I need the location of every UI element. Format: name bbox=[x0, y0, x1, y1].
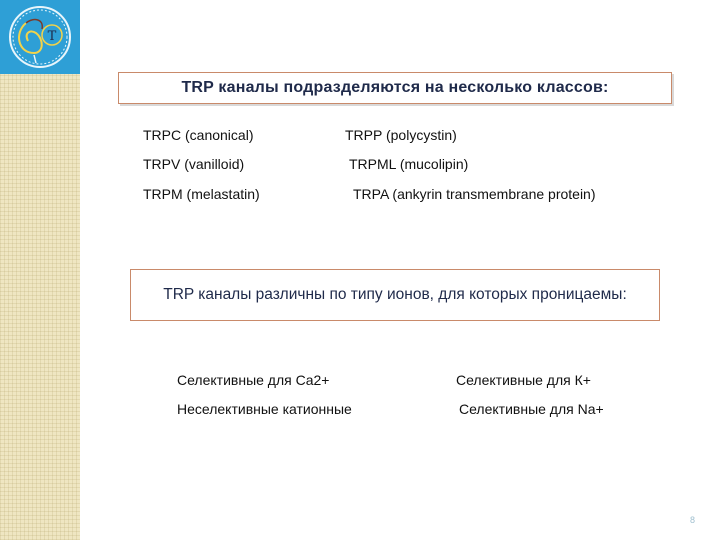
page-number: 8 bbox=[690, 515, 696, 525]
ion-na: Селективные для Na+ bbox=[459, 401, 604, 417]
class-trpml: TRPML (mucolipin) bbox=[349, 156, 469, 172]
ion-subheading-text: TRP каналы различны по типу ионов, для которых проницаемы: bbox=[163, 286, 627, 303]
ion-ca: Селективные для Ca2+ bbox=[177, 372, 330, 388]
class-trpp: TRPP (polycystin) bbox=[345, 127, 457, 143]
logo-emblem-icon bbox=[4, 3, 76, 71]
section-heading: TRP каналы подразделяются на несколько классов: bbox=[118, 72, 672, 104]
decorative-sidebar bbox=[0, 0, 80, 540]
ion-subheading bbox=[130, 269, 660, 321]
ion-k: Селективные для К+ bbox=[456, 372, 591, 388]
ion-nonselective: Неселективные катионные bbox=[177, 401, 352, 417]
class-trpc: TRPC (canonical) bbox=[143, 127, 254, 143]
logo bbox=[0, 0, 80, 74]
logo-letter: Т bbox=[47, 29, 57, 44]
class-trpm: TRPM (melastatin) bbox=[143, 186, 260, 202]
class-trpa: TRPA (ankyrin transmembrane protein) bbox=[353, 186, 596, 202]
class-trpv: TRPV (vanilloid) bbox=[143, 156, 245, 172]
